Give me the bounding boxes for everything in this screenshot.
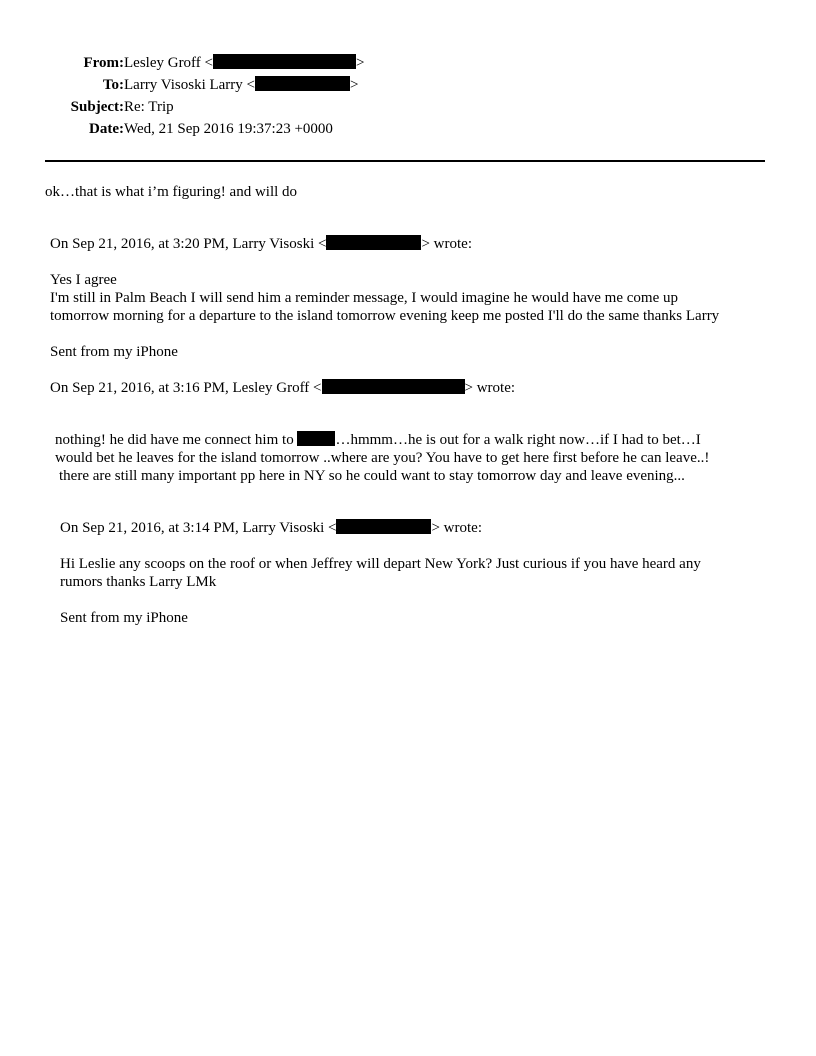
redaction-box bbox=[255, 76, 350, 91]
quote-line: Yes I agree bbox=[50, 272, 117, 288]
from-name: Lesley Groff < bbox=[124, 55, 213, 71]
quote-line: rumors thanks Larry LMk bbox=[60, 574, 217, 590]
quote-line: Hi Leslie any scoops on the roof or when Jeffrey will depart New York? Just curious if you have heard any bbox=[60, 556, 701, 572]
quote-header-text: On Sep 21, 2016, at 3:16 PM, Lesley Groff < bbox=[50, 380, 322, 396]
quote-line bbox=[55, 431, 701, 449]
quote-header-end: > wrote: bbox=[464, 380, 516, 396]
to-label: To: bbox=[102, 77, 124, 93]
quote-line: would bet he leaves for the island tomorrow ..where are you? You have to get here first before he can leave..! bbox=[55, 450, 710, 466]
to-value bbox=[124, 76, 358, 94]
quote-line: I'm still in Palm Beach I will send him a reminder message, I would imagine he would have me come up bbox=[50, 290, 678, 306]
redaction-box bbox=[213, 54, 356, 69]
quote-header bbox=[60, 519, 482, 537]
date-label: Date: bbox=[89, 121, 124, 137]
to-bracket: > bbox=[350, 77, 359, 93]
from-bracket: > bbox=[356, 55, 365, 71]
redaction-box bbox=[326, 235, 421, 250]
signature-line: Sent from my iPhone bbox=[60, 610, 188, 626]
date-value: Wed, 21 Sep 2016 19:37:23 +0000 bbox=[124, 121, 333, 137]
quote-header-end: > wrote: bbox=[421, 236, 472, 252]
redaction-box bbox=[336, 519, 431, 534]
reply-text: ok…that is what i’m figuring! and will do bbox=[45, 184, 298, 200]
redaction-box bbox=[297, 431, 335, 446]
quote-header-end: > wrote: bbox=[431, 520, 482, 536]
quote-header bbox=[50, 235, 472, 253]
quote-header-text: On Sep 21, 2016, at 3:20 PM, Larry Visoski < bbox=[50, 236, 327, 252]
subject-value: Re: Trip bbox=[124, 99, 174, 115]
from-label: From: bbox=[83, 55, 124, 71]
quote-line: there are still many important pp here in NY so he could want to stay tomorrow day and leave evening... bbox=[59, 468, 685, 484]
quote-header bbox=[50, 379, 515, 397]
quote-line: tomorrow morning for a departure to the island tomorrow evening keep me posted I'll do the same thanks Larry bbox=[50, 308, 720, 324]
quote-header-text: On Sep 21, 2016, at 3:14 PM, Larry Visoski < bbox=[60, 520, 337, 536]
signature-line: Sent from my iPhone bbox=[50, 344, 178, 360]
to-name: Larry Visoski Larry < bbox=[124, 77, 256, 93]
quote-line-text: …hmmm…he is out for a walk right now…if I had to bet…I bbox=[335, 432, 701, 448]
quote-line-text: nothing! he did have me connect him to bbox=[55, 432, 298, 448]
header-divider bbox=[45, 160, 765, 162]
redaction-box bbox=[322, 379, 465, 394]
from-value bbox=[124, 54, 364, 72]
subject-label: Subject: bbox=[70, 99, 124, 115]
